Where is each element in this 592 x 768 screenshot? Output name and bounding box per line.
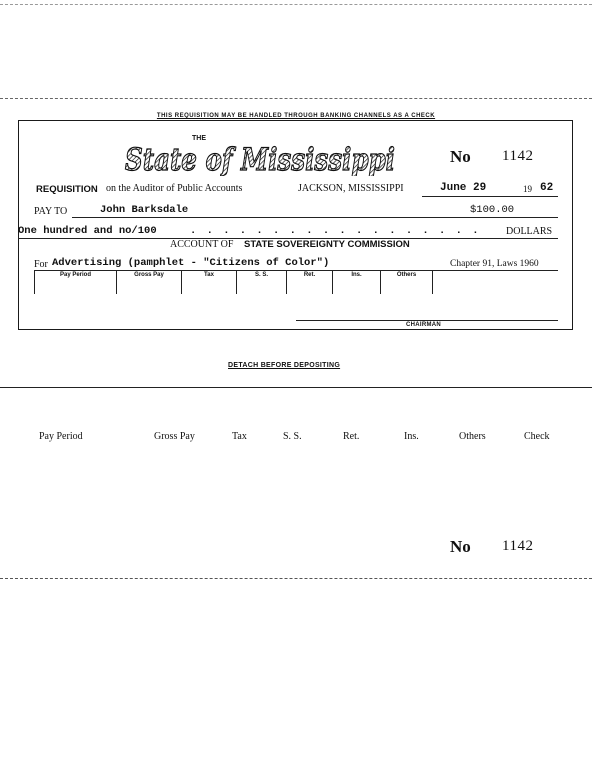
bottom-number-symbol: No bbox=[450, 537, 471, 556]
detach-notice: DETACH BEFORE DEPOSITING bbox=[228, 362, 341, 369]
purpose-label: For bbox=[34, 259, 48, 270]
stub-col-ret: Ret. bbox=[287, 270, 333, 294]
detach-line bbox=[0, 387, 592, 388]
state-masthead-logo bbox=[120, 130, 400, 176]
perforation-upper bbox=[0, 98, 592, 99]
bottom-col-others: Others bbox=[459, 431, 486, 442]
bottom-col-ins: Ins. bbox=[404, 431, 419, 442]
bottom-col-tax: Tax bbox=[232, 431, 247, 442]
stub-col-others: Others bbox=[381, 270, 433, 294]
stub-col-tax: Tax bbox=[182, 270, 237, 294]
stub-col-ins: Ins. bbox=[333, 270, 381, 294]
payee-underline bbox=[72, 217, 558, 218]
stub-col-gross-pay: Gross Pay bbox=[117, 270, 182, 294]
payee-amount: $100.00 bbox=[470, 204, 515, 216]
amount-dot-leader: . . . . . . . . . . . . . . . . . . bbox=[190, 225, 481, 237]
account-name: STATE SOVEREIGNTY COMMISSION bbox=[244, 239, 410, 250]
amount-words: One hundred and no/100 bbox=[18, 225, 157, 237]
number-symbol: No bbox=[450, 147, 471, 166]
stub-col-ss: S. S. bbox=[237, 270, 287, 294]
masthead-state: State of Mississippi bbox=[125, 142, 395, 176]
requisition-year-suffix: 62 bbox=[540, 182, 554, 194]
pay-to-label: PAY TO bbox=[34, 206, 68, 217]
bottom-col-ret: Ret. bbox=[343, 431, 360, 442]
masthead-the: THE bbox=[192, 135, 206, 142]
perforation-bottom bbox=[0, 578, 592, 579]
stub-col-pay-period: Pay Period bbox=[35, 270, 117, 294]
bottom-col-gross-pay: Gross Pay bbox=[154, 431, 195, 442]
bottom-col-pay-period: Pay Period bbox=[39, 431, 83, 442]
bottom-col-ss: S. S. bbox=[283, 431, 302, 442]
requisition-date: June 29 bbox=[440, 182, 487, 194]
bottom-number-value: 1142 bbox=[502, 538, 534, 554]
bottom-col-check: Check bbox=[524, 431, 550, 442]
purpose-authority: Chapter 91, Laws 1960 bbox=[450, 259, 539, 269]
requisition-label: REQUISITION bbox=[36, 184, 98, 195]
number-value: 1142 bbox=[502, 148, 534, 164]
banking-notice: THIS REQUISITION MAY BE HANDLED THROUGH BANKING CHANNELS AS A CHECK bbox=[156, 113, 436, 119]
account-prefix: ACCOUNT OF bbox=[170, 239, 234, 250]
chairman-label: CHAIRMAN bbox=[406, 322, 442, 328]
requisition-text: on the Auditor of Public Accounts bbox=[106, 183, 243, 194]
perforation-top bbox=[0, 4, 592, 5]
date-underline bbox=[422, 196, 558, 197]
chairman-signature-line bbox=[296, 320, 558, 321]
stub-table bbox=[34, 270, 433, 294]
purpose-text: Advertising (pamphlet - "Citizens of Color") bbox=[52, 257, 330, 269]
requisition-city: JACKSON, MISSISSIPPI bbox=[298, 183, 404, 194]
requisition-year-prefix: 19 bbox=[523, 184, 532, 194]
payee-name: John Barksdale bbox=[100, 204, 189, 216]
amount-unit: DOLLARS bbox=[506, 226, 553, 237]
